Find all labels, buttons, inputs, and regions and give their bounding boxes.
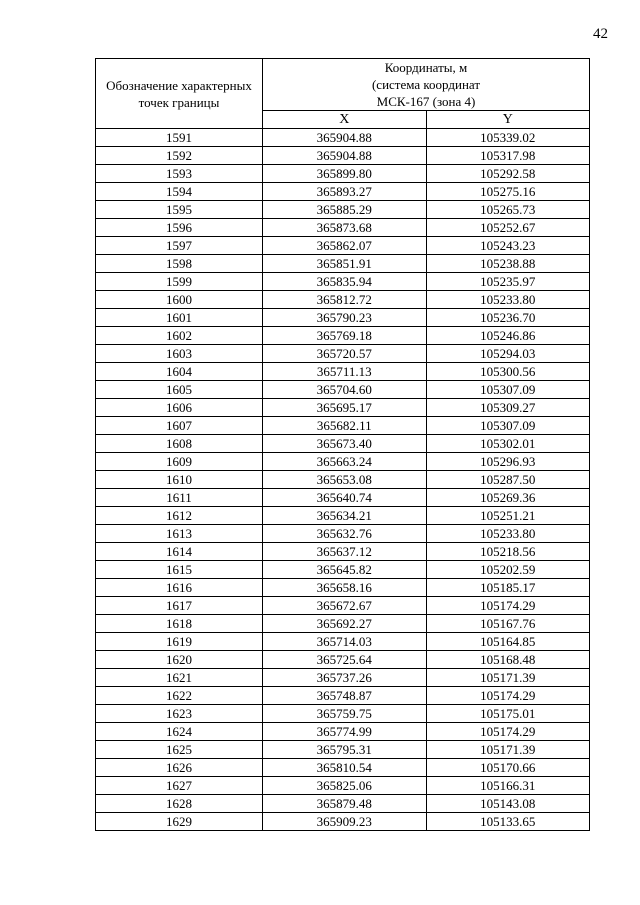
header-y: Y (426, 111, 590, 129)
point-id-cell: 1614 (96, 543, 263, 561)
y-coordinate-cell: 105243.23 (426, 237, 590, 255)
point-id-cell: 1623 (96, 705, 263, 723)
y-coordinate-cell: 105171.39 (426, 669, 590, 687)
table-row (96, 669, 590, 687)
x-coordinate-cell: 365692.27 (263, 615, 427, 633)
table-header (96, 59, 590, 129)
y-coordinate-cell: 105300.56 (426, 363, 590, 381)
y-coordinate-cell: 105275.16 (426, 183, 590, 201)
table-row (96, 687, 590, 705)
y-coordinate-cell: 105164.85 (426, 633, 590, 651)
y-coordinate-cell: 105309.27 (426, 399, 590, 417)
table-row (96, 705, 590, 723)
table-row (96, 417, 590, 435)
y-coordinate-cell: 105170.66 (426, 759, 590, 777)
y-coordinate-cell: 105307.09 (426, 381, 590, 399)
point-id-cell: 1592 (96, 147, 263, 165)
y-coordinate-cell: 105167.76 (426, 615, 590, 633)
y-coordinate-cell: 105302.01 (426, 435, 590, 453)
table-row (96, 255, 590, 273)
table-row (96, 759, 590, 777)
x-coordinate-cell: 365893.27 (263, 183, 427, 201)
x-coordinate-cell: 365711.13 (263, 363, 427, 381)
point-id-cell: 1606 (96, 399, 263, 417)
x-coordinate-cell: 365720.57 (263, 345, 427, 363)
table-row (96, 273, 590, 291)
y-coordinate-cell: 105174.29 (426, 597, 590, 615)
x-coordinate-cell: 365790.23 (263, 309, 427, 327)
point-id-cell: 1597 (96, 237, 263, 255)
table-row (96, 561, 590, 579)
x-coordinate-cell: 365774.99 (263, 723, 427, 741)
table-row (96, 363, 590, 381)
table-row (96, 795, 590, 813)
table-row (96, 399, 590, 417)
point-id-cell: 1599 (96, 273, 263, 291)
y-coordinate-cell: 105287.50 (426, 471, 590, 489)
x-coordinate-cell: 365632.76 (263, 525, 427, 543)
x-coordinate-cell: 365637.12 (263, 543, 427, 561)
x-coordinate-cell: 365810.54 (263, 759, 427, 777)
table-row (96, 435, 590, 453)
page-number: 42 (593, 26, 608, 42)
x-coordinate-cell: 365759.75 (263, 705, 427, 723)
point-id-cell: 1620 (96, 651, 263, 669)
table-row (96, 651, 590, 669)
x-coordinate-cell: 365634.21 (263, 507, 427, 525)
x-coordinate-cell: 365658.16 (263, 579, 427, 597)
point-id-cell: 1598 (96, 255, 263, 273)
table-row (96, 381, 590, 399)
y-coordinate-cell: 105307.09 (426, 417, 590, 435)
point-id-cell: 1628 (96, 795, 263, 813)
x-coordinate-cell: 365704.60 (263, 381, 427, 399)
table-row (96, 453, 590, 471)
table-row (96, 543, 590, 561)
y-coordinate-cell: 105233.80 (426, 525, 590, 543)
y-coordinate-cell: 105235.97 (426, 273, 590, 291)
x-coordinate-cell: 365812.72 (263, 291, 427, 309)
y-coordinate-cell: 105175.01 (426, 705, 590, 723)
coordinates-table (95, 58, 590, 831)
x-coordinate-cell: 365737.26 (263, 669, 427, 687)
y-coordinate-cell: 105339.02 (426, 129, 590, 147)
table-row (96, 723, 590, 741)
point-id-cell: 1615 (96, 561, 263, 579)
y-coordinate-cell: 105292.58 (426, 165, 590, 183)
x-coordinate-cell: 365873.68 (263, 219, 427, 237)
y-coordinate-cell: 105174.29 (426, 687, 590, 705)
table-row (96, 129, 590, 147)
table-row (96, 615, 590, 633)
x-coordinate-cell: 365879.48 (263, 795, 427, 813)
header-coordinates-line-3: МСК-167 (зона 4) (376, 94, 476, 109)
table-row (96, 309, 590, 327)
table-row (96, 183, 590, 201)
table-row (96, 201, 590, 219)
point-id-cell: 1622 (96, 687, 263, 705)
point-id-cell: 1629 (96, 813, 263, 831)
table-row (96, 579, 590, 597)
point-id-cell: 1594 (96, 183, 263, 201)
point-id-cell: 1596 (96, 219, 263, 237)
y-coordinate-cell: 105236.70 (426, 309, 590, 327)
y-coordinate-cell: 105185.17 (426, 579, 590, 597)
x-coordinate-cell: 365899.80 (263, 165, 427, 183)
y-coordinate-cell: 105218.56 (426, 543, 590, 561)
y-coordinate-cell: 105233.80 (426, 291, 590, 309)
point-id-cell: 1609 (96, 453, 263, 471)
x-coordinate-cell: 365748.87 (263, 687, 427, 705)
table-row (96, 147, 590, 165)
x-coordinate-cell: 365909.23 (263, 813, 427, 831)
point-id-cell: 1593 (96, 165, 263, 183)
point-id-cell: 1600 (96, 291, 263, 309)
table-row (96, 165, 590, 183)
table-row (96, 489, 590, 507)
x-coordinate-cell: 365673.40 (263, 435, 427, 453)
point-id-cell: 1625 (96, 741, 263, 759)
table-row (96, 741, 590, 759)
table-row (96, 237, 590, 255)
y-coordinate-cell: 105174.29 (426, 723, 590, 741)
point-id-cell: 1602 (96, 327, 263, 345)
table-row (96, 525, 590, 543)
y-coordinate-cell: 105166.31 (426, 777, 590, 795)
table-row (96, 327, 590, 345)
point-id-cell: 1616 (96, 579, 263, 597)
point-id-cell: 1591 (96, 129, 263, 147)
header-coordinates (263, 59, 590, 111)
y-coordinate-cell: 105168.48 (426, 651, 590, 669)
x-coordinate-cell: 365682.11 (263, 417, 427, 435)
header-point-designation: Обозначение характерных точек границы (96, 59, 263, 129)
x-coordinate-cell: 365695.17 (263, 399, 427, 417)
x-coordinate-cell: 365663.24 (263, 453, 427, 471)
y-coordinate-cell: 105296.93 (426, 453, 590, 471)
table-row (96, 471, 590, 489)
point-id-cell: 1607 (96, 417, 263, 435)
table-row (96, 345, 590, 363)
x-coordinate-cell: 365885.29 (263, 201, 427, 219)
x-coordinate-cell: 365769.18 (263, 327, 427, 345)
header-row-top (96, 59, 590, 111)
point-id-cell: 1619 (96, 633, 263, 651)
table-row (96, 219, 590, 237)
table-row (96, 633, 590, 651)
y-coordinate-cell: 105133.65 (426, 813, 590, 831)
x-coordinate-cell: 365725.64 (263, 651, 427, 669)
table-row (96, 813, 590, 831)
point-id-cell: 1603 (96, 345, 263, 363)
point-id-cell: 1617 (96, 597, 263, 615)
point-id-cell: 1595 (96, 201, 263, 219)
point-id-cell: 1610 (96, 471, 263, 489)
y-coordinate-cell: 105171.39 (426, 741, 590, 759)
x-coordinate-cell: 365640.74 (263, 489, 427, 507)
y-coordinate-cell: 105269.36 (426, 489, 590, 507)
y-coordinate-cell: 105202.59 (426, 561, 590, 579)
point-id-cell: 1626 (96, 759, 263, 777)
x-coordinate-cell: 365835.94 (263, 273, 427, 291)
point-id-cell: 1627 (96, 777, 263, 795)
x-coordinate-cell: 365904.88 (263, 129, 427, 147)
point-id-cell: 1612 (96, 507, 263, 525)
x-coordinate-cell: 365851.91 (263, 255, 427, 273)
x-coordinate-cell: 365825.06 (263, 777, 427, 795)
point-id-cell: 1605 (96, 381, 263, 399)
header-coordinates-line-1: Координаты, м (384, 60, 468, 75)
x-coordinate-cell: 365672.67 (263, 597, 427, 615)
x-coordinate-cell: 365795.31 (263, 741, 427, 759)
point-id-cell: 1624 (96, 723, 263, 741)
header-coordinates-line-2: (система координат (371, 77, 481, 92)
point-id-cell: 1604 (96, 363, 263, 381)
y-coordinate-cell: 105265.73 (426, 201, 590, 219)
table-row (96, 597, 590, 615)
y-coordinate-cell: 105246.86 (426, 327, 590, 345)
table-row (96, 291, 590, 309)
y-coordinate-cell: 105251.21 (426, 507, 590, 525)
x-coordinate-cell: 365714.03 (263, 633, 427, 651)
table-row (96, 507, 590, 525)
x-coordinate-cell: 365645.82 (263, 561, 427, 579)
y-coordinate-cell: 105294.03 (426, 345, 590, 363)
y-coordinate-cell: 105317.98 (426, 147, 590, 165)
point-id-cell: 1601 (96, 309, 263, 327)
point-id-cell: 1608 (96, 435, 263, 453)
point-id-cell: 1618 (96, 615, 263, 633)
x-coordinate-cell: 365653.08 (263, 471, 427, 489)
point-id-cell: 1611 (96, 489, 263, 507)
y-coordinate-cell: 105252.67 (426, 219, 590, 237)
x-coordinate-cell: 365904.88 (263, 147, 427, 165)
x-coordinate-cell: 365862.07 (263, 237, 427, 255)
y-coordinate-cell: 105143.08 (426, 795, 590, 813)
table-row (96, 777, 590, 795)
point-id-cell: 1613 (96, 525, 263, 543)
point-id-cell: 1621 (96, 669, 263, 687)
table-body (96, 129, 590, 831)
y-coordinate-cell: 105238.88 (426, 255, 590, 273)
header-x: X (263, 111, 427, 129)
